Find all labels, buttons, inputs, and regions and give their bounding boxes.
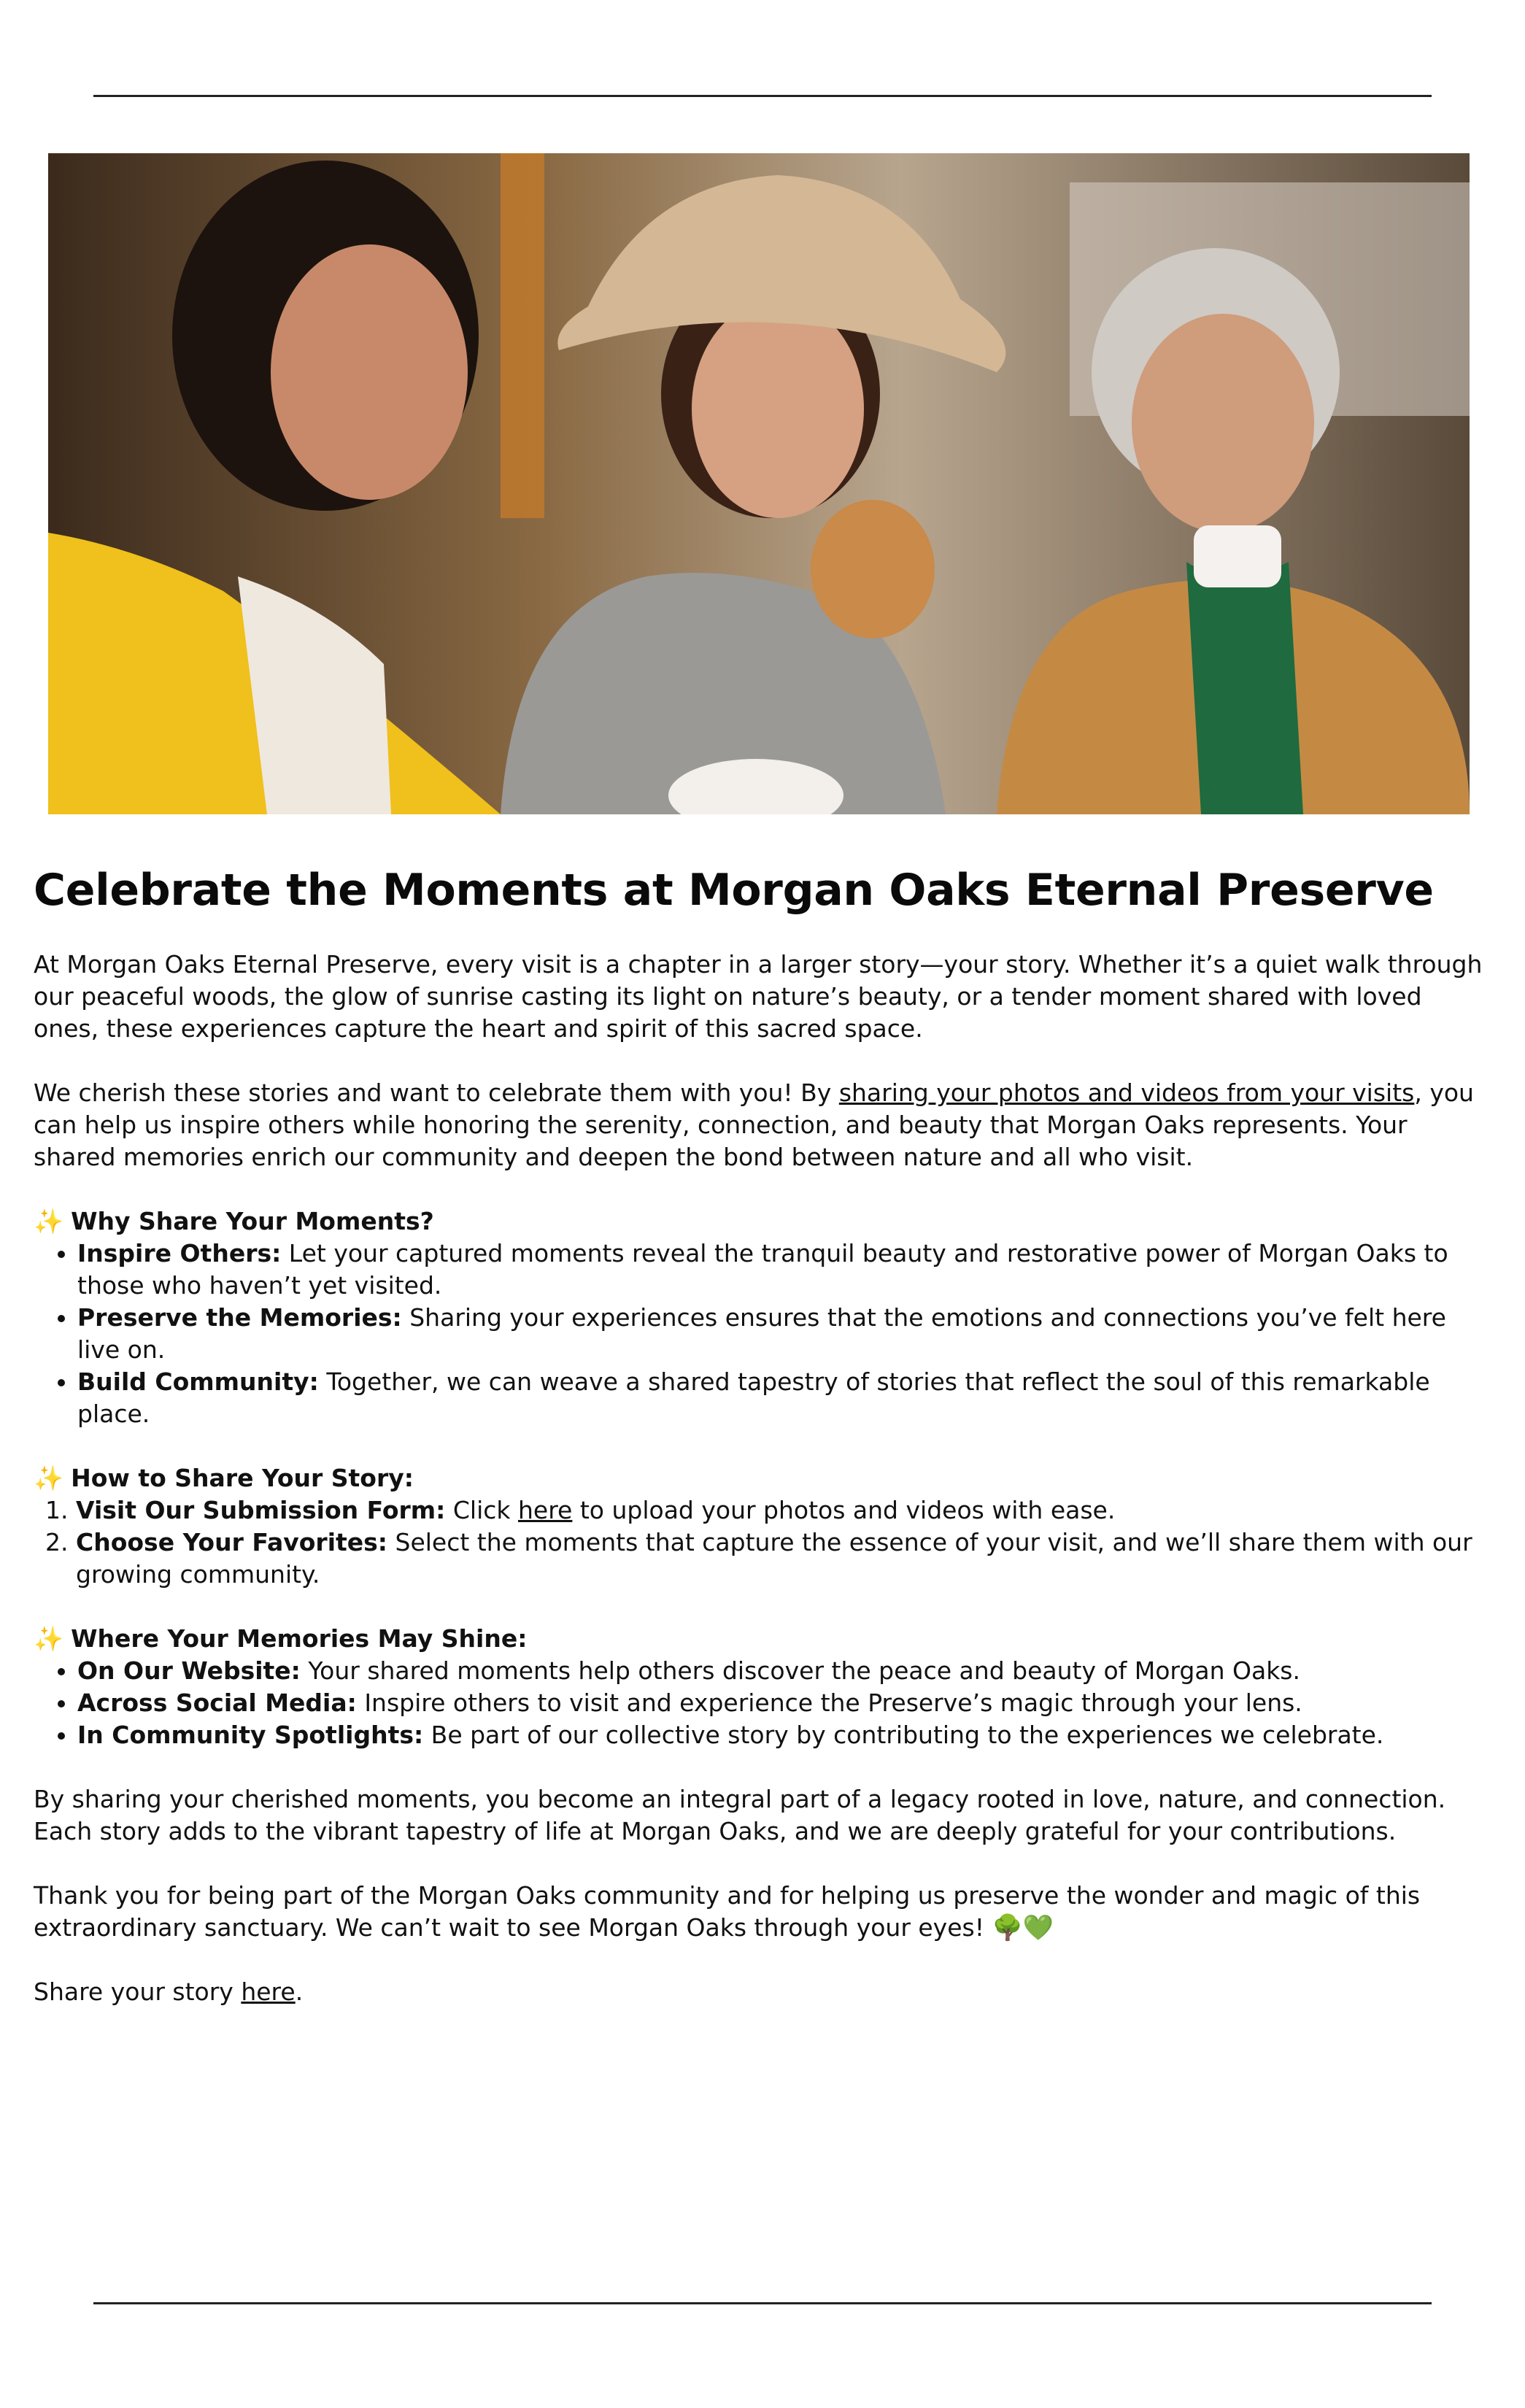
- intro-paragraph: At Morgan Oaks Eternal Preserve, every visit is a chapter in a larger story—your story. Whether it’s a quiet walk through our peaceful woods, the glow of sunrise casting its light on nature’s beauty, or a tender moment shared with loved ones, these experiences capture the heart and spirit of this sacred space.: [34, 950, 1483, 1043]
- share-photos-link[interactable]: sharing your photos and videos from your visits: [838, 1078, 1415, 1107]
- cherish-paragraph: [34, 1077, 1486, 1173]
- how-to-share-list: [34, 1494, 1486, 1591]
- legacy-paragraph: By sharing your cherished moments, you become an integral part of a legacy rooted in love, nature, and connection. Each story adds to the vibrant tapestry of life at Morgan Oaks, and we are deeply grateful for your contributions.: [34, 1785, 1446, 1845]
- article-body: [34, 861, 1486, 2040]
- list-item: • In Community Spotlights: Be part of our collective story by contributing to the experiences we celebrate.: [77, 1719, 1486, 1751]
- list-item: • Across Social Media: Inspire others to visit and experience the Preserve’s magic through your lens.: [77, 1687, 1486, 1719]
- sparkles-icon: ✨: [34, 1464, 64, 1492]
- list-item: • Build Community: Together, we can weave a shared tapestry of stories that reflect the soul of this remarkable place.: [77, 1366, 1486, 1430]
- why-share-heading: ✨ Why Share Your Moments?: [34, 1207, 434, 1235]
- thanks-paragraph: Thank you for being part of the Morgan Oaks community and for helping us preserve the wonder and magic of this extraordinary sanctuary. We can’t wait to see Morgan Oaks through your eyes! 🌳💚: [34, 1881, 1421, 1942]
- tree-heart-icon: 🌳💚: [992, 1913, 1054, 1942]
- cherish-text-after: , you can help us inspire others while honoring the serenity, connection, and beauty that Morgan Oaks represents. Your shared memories enrich our community and deepen the bond between nature and all who visit.: [34, 1078, 1474, 1171]
- list-item: 1. Visit Our Submission Form: Click here to upload your photos and videos with ease.: [76, 1494, 1486, 1527]
- page-title: Celebrate the Moments at Morgan Oaks Eternal Preserve: [34, 865, 1434, 916]
- bottom-divider: [93, 2302, 1432, 2304]
- share-story-link[interactable]: here: [241, 1977, 296, 2006]
- where-memories-heading: ✨ Where Your Memories May Shine:: [34, 1624, 528, 1653]
- list-item: 2. Choose Your Favorites: Select the moments that capture the essence of your visit, and we’ll share them with our growing community.: [76, 1527, 1486, 1591]
- list-item: • Inspire Others: Let your captured moments reveal the tranquil beauty and restorative power of Morgan Oaks to those who haven’t yet visited.: [77, 1238, 1486, 1302]
- sparkles-icon: ✨: [34, 1207, 64, 1235]
- three-women-laughing-photo: [48, 153, 1470, 814]
- submission-form-link[interactable]: here: [518, 1496, 573, 1524]
- list-item: • Preserve the Memories: Sharing your experiences ensures that the emotions and connections you’ve felt here live on.: [77, 1302, 1486, 1366]
- where-memories-list: [34, 1655, 1486, 1751]
- top-divider: [93, 95, 1432, 97]
- list-item: • On Our Website: Your shared moments help others discover the peace and beauty of Morgan Oaks.: [77, 1655, 1486, 1687]
- cherish-text-before: We cherish these stories and want to celebrate them with you! By: [34, 1078, 839, 1107]
- why-share-list: [34, 1238, 1486, 1430]
- how-to-share-heading: ✨ How to Share Your Story:: [34, 1464, 414, 1492]
- sparkles-icon: ✨: [34, 1624, 64, 1653]
- hero-photo: [48, 153, 1470, 814]
- share-paragraph: Share your story here.: [34, 1977, 304, 2006]
